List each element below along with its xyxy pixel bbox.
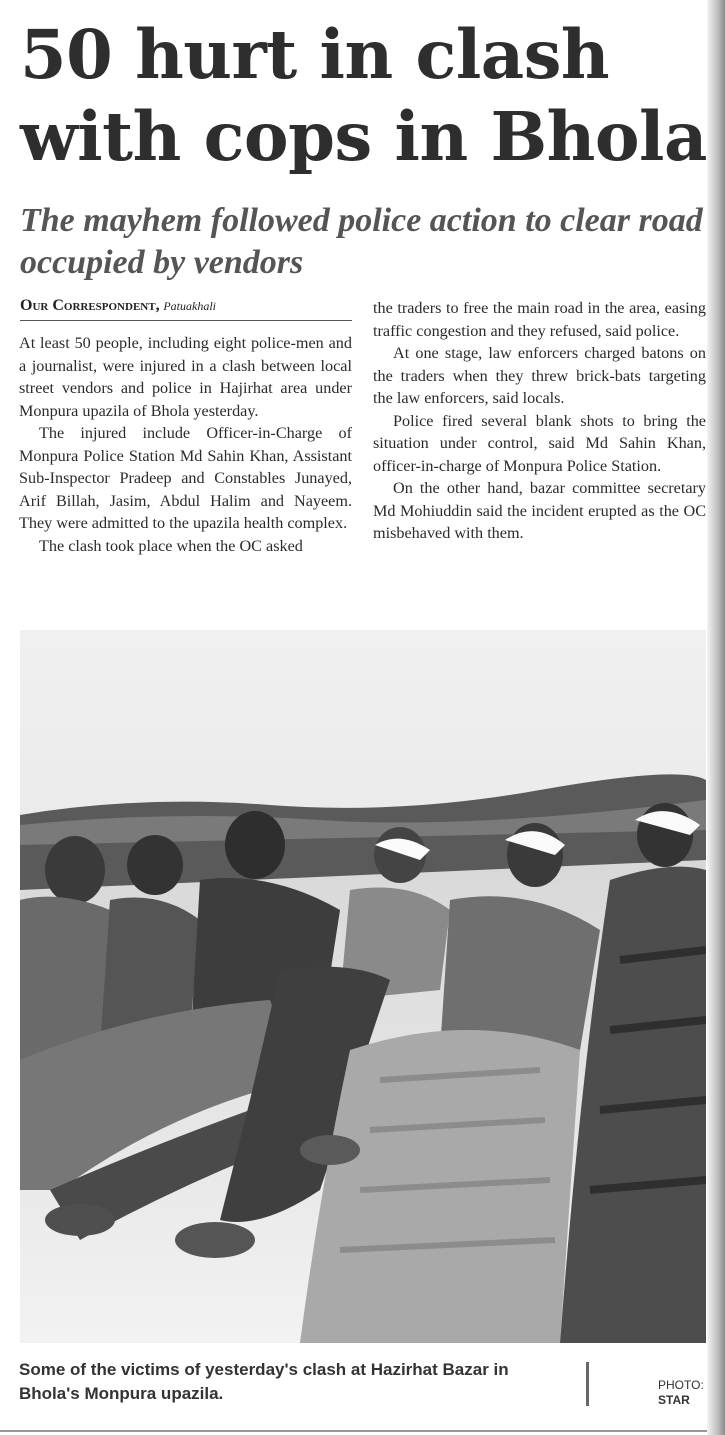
- subheadline: The mayhem followed police action to clear road occupied by vendors: [20, 202, 703, 281]
- paragraph: At one stage, law enforcers charged batons on the traders when they threw brick-bats targeting the law enforcers, said locals.: [373, 344, 706, 407]
- page-bottom-rule: [0, 1430, 725, 1432]
- byline-location: Patuakhali: [163, 299, 216, 313]
- byline-name: Our Correspondent,: [20, 297, 160, 314]
- byline: [20, 297, 352, 321]
- photo-caption: Some of the victims of yesterday's clash at Hazirhat Bazar in Bhola's Monpura upazila.: [19, 1360, 509, 1403]
- page-edge-shadow: [707, 0, 725, 1435]
- photo-credit: [658, 1378, 704, 1408]
- headline: 50 hurt in clash with cops in Bhola: [20, 15, 707, 176]
- article-column-right: [373, 297, 706, 545]
- article-column-left: [19, 332, 352, 557]
- paragraph: At least 50 people, including eight police-men and a journalist, were injured in a clash between local street vendors and police in Hajirhat area under Monpura upazila of Bhola yesterday.: [19, 334, 352, 420]
- paragraph: On the other hand, bazar committee secretary Md Mohiuddin said the incident erupted as the OC misbehaved with them.: [373, 479, 706, 542]
- paragraph: the traders to free the main road in the area, easing traffic congestion and they refused, said police.: [373, 299, 706, 340]
- paragraph: The clash took place when the OC asked: [39, 536, 303, 555]
- news-photo: [20, 630, 706, 1343]
- photo-credit-label: PHOTO:: [658, 1378, 704, 1392]
- paragraph: The injured include Officer-in-Charge of Monpura Police Station Md Sahin Khan, Assistant Sub-Inspector Pradeep and Constables Junayed, Arif Billah, Jasim, Abdul Halim and Nayeem. They were admitted to the upazila health complex.: [19, 424, 352, 532]
- paragraph: Police fired several blank shots to bring the situation under control, said Md Sahin Khan, officer-in-charge of Monpura Police Station.: [373, 411, 706, 475]
- caption-divider: [586, 1362, 589, 1406]
- photo-credit-source: STAR: [658, 1393, 690, 1407]
- victims-photo-illustration: [20, 630, 706, 1343]
